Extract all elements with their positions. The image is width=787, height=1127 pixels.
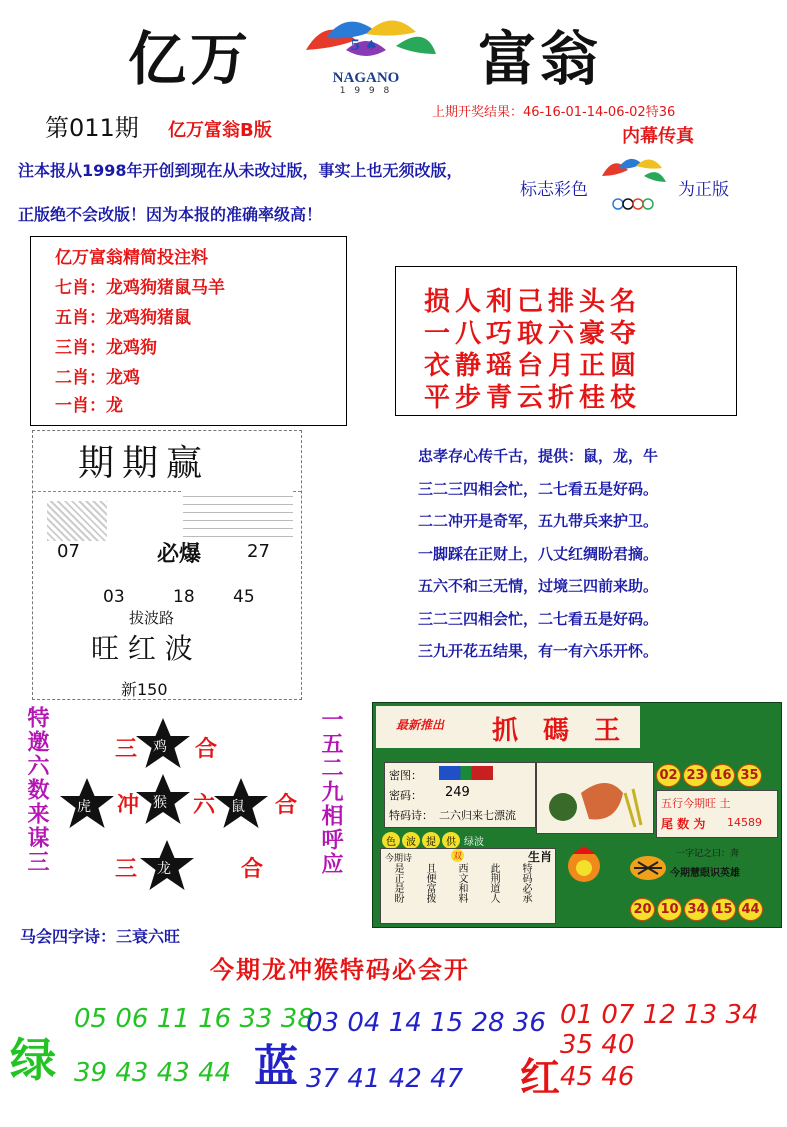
poem-box	[395, 266, 737, 416]
card-code-box	[384, 762, 536, 828]
clip-num: 45	[233, 587, 255, 607]
blue-number: 14	[388, 1008, 422, 1038]
logo-note-right: 为正版	[678, 180, 729, 200]
lottery-card	[368, 680, 784, 930]
tiger-picture	[626, 844, 670, 888]
blue-row1	[306, 1008, 546, 1038]
zodiac-label: 生肖	[528, 850, 553, 864]
clip-sub: 拔波路	[129, 609, 175, 627]
green-number: 33	[239, 1004, 273, 1034]
green-label: 绿	[10, 1033, 56, 1087]
poem-mark: 双	[451, 849, 464, 862]
blue-label: 蓝	[254, 1041, 298, 1092]
diagram-char: 合	[241, 857, 264, 882]
red-number: 46	[601, 1062, 635, 1092]
red-number: 13	[684, 1000, 718, 1030]
logo-year: 1 9 9 8	[339, 86, 393, 96]
red-label: 红	[520, 1054, 560, 1101]
tail-label: 尾 数 为	[661, 817, 706, 831]
number-ball: 10	[657, 898, 682, 921]
clip-num-left: 07	[57, 541, 80, 562]
verse-line: 二二冲开是奇军，五九带兵来护卫。	[418, 512, 659, 530]
code-image	[439, 766, 493, 780]
password-label: 密码：	[389, 789, 422, 802]
card-tag: 最新推出	[396, 718, 445, 732]
small-logo	[596, 152, 668, 214]
green-number: 39	[74, 1058, 108, 1088]
card-poem-col: 此荆道人	[488, 863, 499, 903]
clip-noise	[47, 501, 107, 541]
color-tag: 提	[422, 832, 440, 849]
headline: 今期龙冲猴特码必会开	[210, 956, 470, 984]
diagram-char: 冲	[117, 793, 140, 818]
star-label: 龙	[157, 861, 171, 877]
clip-title: 期期赢	[78, 443, 211, 484]
one-char: 一字记之曰：奔	[676, 849, 740, 859]
color-tag: 波	[402, 832, 420, 849]
pick-row: 三肖：龙鸡狗	[55, 338, 157, 358]
poem-line: 衣静瑶台月正圆	[424, 351, 642, 381]
right-vertical: 一五二九相呼应	[318, 708, 343, 876]
card-poem-col: 西文和料	[456, 863, 467, 903]
clip-num-right: 27	[247, 541, 270, 562]
card-poem-col: 是正是盼	[392, 863, 403, 903]
color-tag: 供	[442, 832, 460, 849]
wuxing: 五行今期旺 土	[661, 797, 731, 810]
top-balls	[656, 764, 764, 787]
title-right: 富翁	[478, 25, 603, 93]
pick-row: 五肖：龙鸡狗猪鼠	[55, 308, 191, 328]
clip-num: 03	[103, 587, 125, 607]
last-result: 上期开奖结果：46-16-01-14-06-02特36	[432, 105, 676, 120]
poem-line: 平步青云折桂枝	[424, 383, 642, 413]
intro-line2: 正版绝不会改版！因为本报的准确率级高！	[18, 205, 323, 224]
red-number: 12	[642, 1000, 676, 1030]
verse-line: 五六不和三无情，过境三四前来助。	[418, 577, 659, 595]
blue-number: 15	[430, 1008, 464, 1038]
color-tag: 色	[382, 832, 400, 849]
logo-text: NAGANO	[332, 70, 400, 86]
green-number: 43	[156, 1058, 190, 1088]
blue-number: 42	[388, 1064, 422, 1094]
special-text: 二六归来七漂流	[439, 809, 516, 822]
pick-row: 二肖：龙鸡	[55, 368, 140, 388]
verse-block	[418, 440, 658, 668]
green-number: 06	[115, 1004, 149, 1034]
rooster-picture	[560, 844, 608, 888]
card-poem-col: 且便富拨	[424, 863, 435, 903]
green-number: 16	[198, 1004, 232, 1034]
blue-number: 03	[306, 1008, 340, 1038]
clip-foot: 新150	[121, 680, 168, 699]
special-label: 特码诗：	[389, 809, 433, 822]
verse-line: 忠孝存心传千古，提供：鼠，龙，牛	[418, 447, 659, 465]
poem-label: 今期诗	[385, 854, 413, 864]
blue-number: 04	[347, 1008, 381, 1038]
green-number: 05	[74, 1004, 108, 1034]
star-label: 虎	[77, 799, 91, 815]
verse-line: 三二三四相会忙，二七看五是好码。	[418, 609, 659, 628]
number-ball: 23	[683, 764, 708, 787]
diagram-char: 三	[115, 857, 138, 882]
blue-number: 28	[471, 1008, 505, 1038]
green-number: 38	[280, 1004, 314, 1034]
blue-number: 47	[430, 1064, 464, 1094]
blue-number: 36	[512, 1008, 546, 1038]
number-ball: 20	[630, 898, 655, 921]
code-label: 密图：	[389, 769, 422, 782]
bottom-balls	[630, 898, 765, 921]
nagano-logo	[286, 10, 446, 106]
password-value: 249	[445, 785, 470, 800]
green-row2	[74, 1058, 231, 1088]
blue-number: 41	[347, 1064, 381, 1094]
news-clip	[32, 430, 302, 700]
red-number: 35	[560, 1030, 594, 1060]
inner-news: 内幕传真	[622, 126, 694, 147]
blue-number: 37	[306, 1064, 340, 1094]
red-number: 45	[560, 1062, 594, 1092]
verse-line: 三二三四相会忙，二七看五是好码。	[418, 479, 659, 498]
star-label: 鸡	[153, 739, 167, 755]
blue-row2	[306, 1064, 463, 1094]
edition-label: 亿万富翁B版	[168, 120, 272, 141]
green-number: 43	[115, 1058, 149, 1088]
issue-label: 第011期	[45, 114, 139, 142]
star-label: 鼠	[231, 799, 245, 815]
verse-line: 三九开花五结果，有一有六乐开怀。	[418, 642, 659, 660]
color-tags	[382, 832, 484, 849]
color-note: 绿波	[464, 837, 484, 848]
logo-note-left: 标志彩色	[520, 180, 588, 200]
card-tail-box	[656, 790, 778, 838]
red-number: 07	[601, 1000, 635, 1030]
poem-line: 损人利己排头名	[424, 287, 642, 317]
diagram-char: 合	[275, 793, 298, 818]
card-poem-col: 特码必承	[520, 863, 531, 903]
verse-line: 一脚踩在正财上，八丈红绸盼君摘。	[418, 544, 659, 563]
number-ball: 35	[737, 764, 762, 787]
picks-title: 亿万富翁精简投注料	[55, 248, 208, 268]
clip-big: 旺 红 波	[91, 632, 193, 665]
number-ball: 34	[684, 898, 709, 921]
diagram-char: 三	[115, 737, 138, 762]
number-ball: 02	[656, 764, 681, 787]
clip-num: 18	[173, 587, 195, 607]
pick-row: 七肖：龙鸡狗猪鼠马羊	[55, 278, 225, 298]
tail-value: 14589	[727, 816, 762, 829]
red-number: 34	[725, 1000, 759, 1030]
left-vertical: 特邀六数来谋三	[24, 706, 49, 874]
poem-line: 一八巧取六豪夺	[424, 319, 642, 349]
number-ball: 16	[710, 764, 735, 787]
star-label: 猴	[153, 795, 167, 811]
diagram-char: 合	[195, 737, 218, 762]
clip-hint: 必爆	[157, 542, 202, 567]
horse-poem: 马会四字诗：三衰六旺	[20, 927, 181, 946]
number-ball: 44	[738, 898, 763, 921]
card-title: 抓 碼 王	[492, 716, 629, 746]
green-number: 11	[156, 1004, 190, 1034]
red-number: 40	[601, 1030, 635, 1060]
star-diagram	[55, 700, 305, 900]
red-number: 01	[560, 1000, 594, 1030]
logo-glyph-mark: 5 ♠	[350, 38, 378, 54]
title-left: 亿万	[128, 25, 253, 93]
number-ball: 15	[711, 898, 736, 921]
card-picture	[536, 762, 654, 834]
red-row2	[560, 1062, 634, 1092]
red-row1	[560, 1000, 787, 1060]
intro-line1: 注本报从1998年开创到现在从未改过版，事实上也无须改版，	[18, 161, 463, 180]
diagram-char: 六	[193, 793, 216, 818]
pick-row: 一肖：龙	[55, 396, 123, 416]
clip-noise	[183, 491, 293, 537]
hero-text: 今期慧眼识英雄	[670, 868, 740, 879]
green-number: 44	[198, 1058, 232, 1088]
picks-box	[30, 236, 347, 426]
